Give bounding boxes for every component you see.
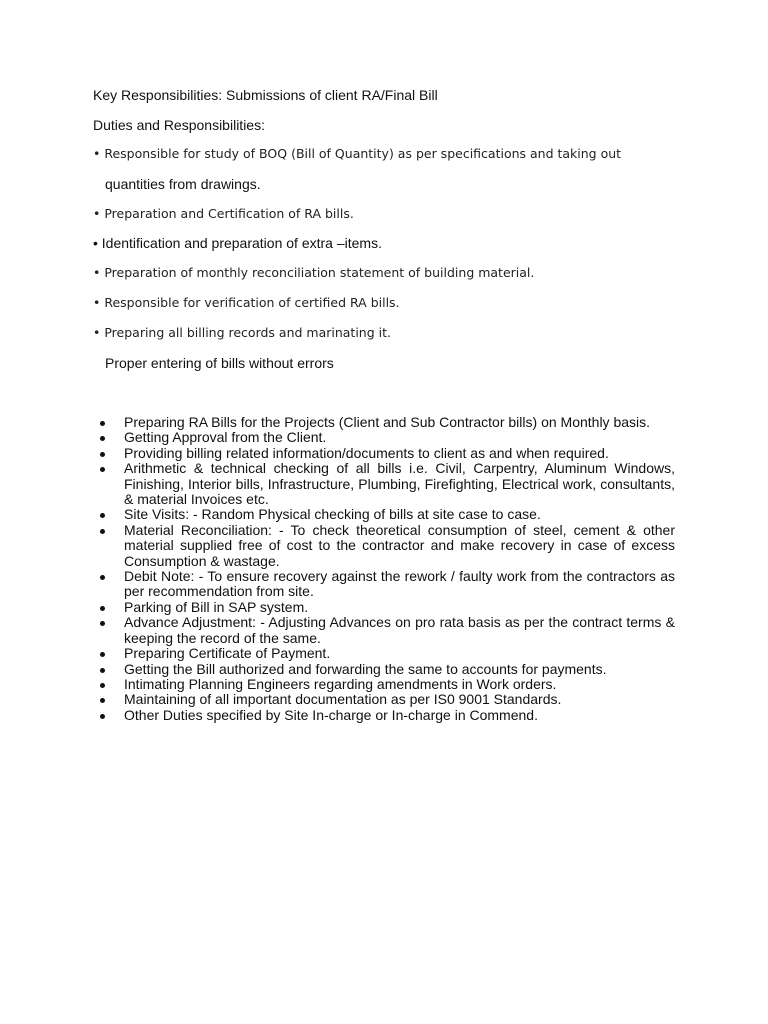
plain-item-reconciliation: • Preparation of monthly reconciliation statement of building material.: [93, 265, 535, 280]
list-item: Maintaining of all important documentation as per IS0 9001 Standards.: [124, 692, 675, 707]
list-item: Intimating Planning Engineers regarding amendments in Work orders.: [124, 677, 675, 692]
list-item: Advance Adjustment: - Adjusting Advances on pro rata basis as per the contract terms & keeping the record of the same.: [124, 615, 675, 646]
bullet-dot-icon: [100, 467, 105, 472]
list-item: Getting Approval from the Client.: [124, 430, 675, 445]
bullet-dot-icon: [100, 421, 105, 426]
bullet-dot-icon: [100, 575, 105, 580]
bullet-dot-icon: [100, 714, 105, 719]
list-item: Preparing Certificate of Payment.: [124, 646, 675, 661]
plain-item-proper-entering: Proper entering of bills without errors: [105, 355, 334, 371]
list-item: Material Reconciliation: - To check theoretical consumption of steel, cement & other material supplied free of cost to the contractor and make recovery in case of excess Consumption & wastage.: [124, 523, 675, 569]
bullet-dot-icon: [100, 606, 105, 611]
list-item: Site Visits: - Random Physical checking of bills at site case to case.: [124, 507, 675, 522]
plain-item-billing-records: • Preparing all billing records and marinating it.: [93, 325, 391, 340]
bullet-dot-icon: [100, 683, 105, 688]
plain-item-boq: • Responsible for study of BOQ (Bill of Quantity) as per specifications and taking out: [93, 146, 622, 161]
bullet-dot-icon: [100, 436, 105, 441]
list-item: Providing billing related information/documents to client as and when required.: [124, 446, 675, 461]
key-responsibilities-heading: Key Responsibilities: Submissions of client RA/Final Bill: [93, 87, 438, 103]
plain-item-boq-continuation: quantities from drawings.: [105, 176, 261, 192]
list-item: Arithmetic & technical checking of all bills i.e. Civil, Carpentry, Aluminum Windows, Finishing, Interior bills, Infrastructure, Plumbing, Firefighting, Electrical work, consultants, & material Invoices etc.: [124, 461, 675, 507]
duties-heading: Duties and Responsibilities:: [93, 117, 265, 133]
bullet-dot-icon: [100, 698, 105, 703]
plain-item-verification: • Responsible for verification of certified RA bills.: [93, 295, 400, 310]
list-item: Debit Note: - To ensure recovery against the rework / faulty work from the contractors as per recommendation from site.: [124, 569, 675, 600]
bullet-dot-icon: [100, 452, 105, 457]
list-item: Getting the Bill authorized and forwarding the same to accounts for payments.: [124, 662, 675, 677]
bullet-dot-icon: [100, 668, 105, 673]
bullet-dot-icon: [100, 621, 105, 626]
plain-item-ra-certification: • Preparation and Certification of RA bills.: [93, 206, 354, 221]
bullet-dot-icon: [100, 513, 105, 518]
list-item: Preparing RA Bills for the Projects (Client and Sub Contractor bills) on Monthly basis.: [124, 415, 675, 430]
list-item: Other Duties specified by Site In-charge or In-charge in Commend.: [124, 708, 675, 723]
bullet-dot-icon: [100, 652, 105, 657]
plain-item-extra-items: • Identification and preparation of extra –items.: [93, 235, 382, 251]
bullet-dot-icon: [100, 529, 105, 534]
duties-bullet-list: [124, 415, 675, 723]
list-item: Parking of Bill in SAP system.: [124, 600, 675, 615]
